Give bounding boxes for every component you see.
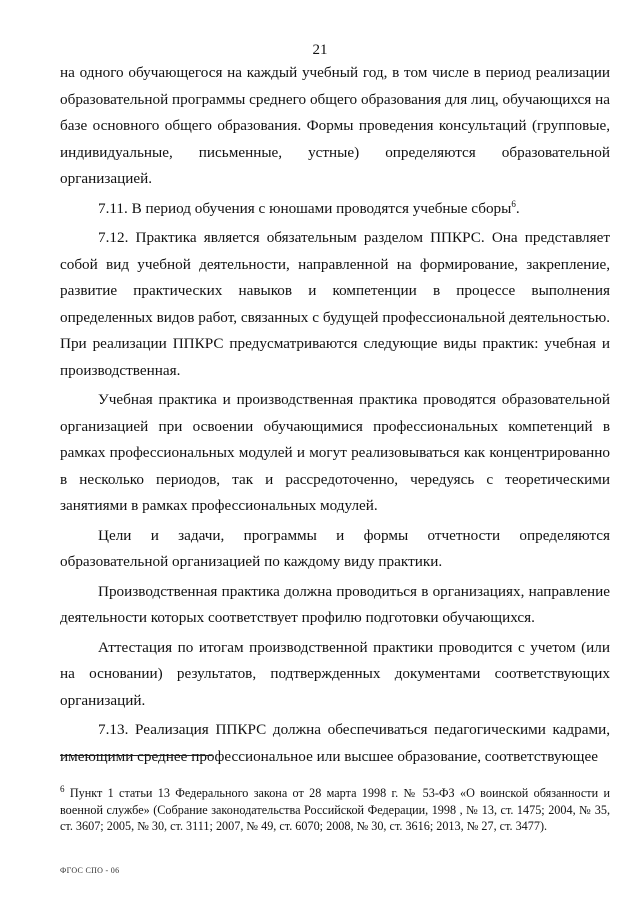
footnote-divider: [60, 755, 212, 756]
footnote-ref-6[interactable]: 6: [511, 198, 516, 209]
footnote-6: [60, 785, 610, 835]
paragraph-7-13: 7.13. Реализация ППКРС должна обеспечиваться педагогическими кадрами, имеющими среднее профессиональное или высшее образование, соответствующее: [60, 721, 610, 765]
footnote-marker: 6: [60, 783, 65, 794]
paragraph-practice-types: Учебная практика и производственная практика проводятся образовательной организацией при освоении обучающимися профессиональных компетенций в рамках профессиональных модулей и могут реализовываться как концентрированно в несколько периодов, так и рассредоточенно, чередуясь с теоретическими занятиями в рамках профессиональных модулей.: [60, 391, 610, 514]
paragraph-7-12: 7.12. Практика является обязательным разделом ППКРС. Она представляет собой вид учебной деятельности, направленной на формирование, закрепление, развитие практических навыков и компетенции в процессе выполнения определенных видов работ, связанных с будущей профессиональной деятельностью. При реализации ППКРС предусматриваются следующие виды практик: учебная и производственная.: [60, 229, 610, 379]
document-body: [60, 60, 610, 770]
paragraph-7-11: [60, 196, 610, 223]
footer-document-code: ФГОС СПО - 06: [60, 866, 120, 875]
footnote-text: Пункт 1 статьи 13 Федерального закона от 28 марта 1998 г. № 53-ФЗ «О воинской обязанности и военной службе» (Собрание законодательства Российской Федерации, 1998 , № 13, ст. 1475; 2004, № 35, ст. 3607; 2005, № 30, ст. 3111; 2007, № 49, ст. 6070; 2008, № 30, ст. 3616; 2013, № 27, ст. 3477).: [60, 786, 610, 833]
paragraph-7-11-end: .: [515, 199, 520, 217]
paragraph-production-practice: Производственная практика должна проводиться в организациях, направление деятельности которых соответствует профилю подготовки обучающихся.: [60, 582, 610, 626]
paragraph-continuation: на одного обучающегося на каждый учебный год, в том числе в период реализации образовательной программы среднего общего образования для лиц, обучающихся на базе основного общего образования. Формы проведения консультаций (групповые, индивидуальные, письменные, устные) определяются образовательной организацией.: [60, 64, 610, 187]
paragraph-goals: Цели и задачи, программы и формы отчетности определяются образовательной организацией по каждому виду практики.: [60, 526, 610, 570]
page-number: 21: [312, 42, 328, 58]
paragraph-7-11-text: 7.11. В период обучения с юношами проводятся учебные сборы: [98, 199, 512, 217]
paragraph-attestation: Аттестация по итогам производственной практики проводится с учетом (или на основании) результатов, подтвержденных документами соответствующих организаций.: [60, 638, 610, 709]
